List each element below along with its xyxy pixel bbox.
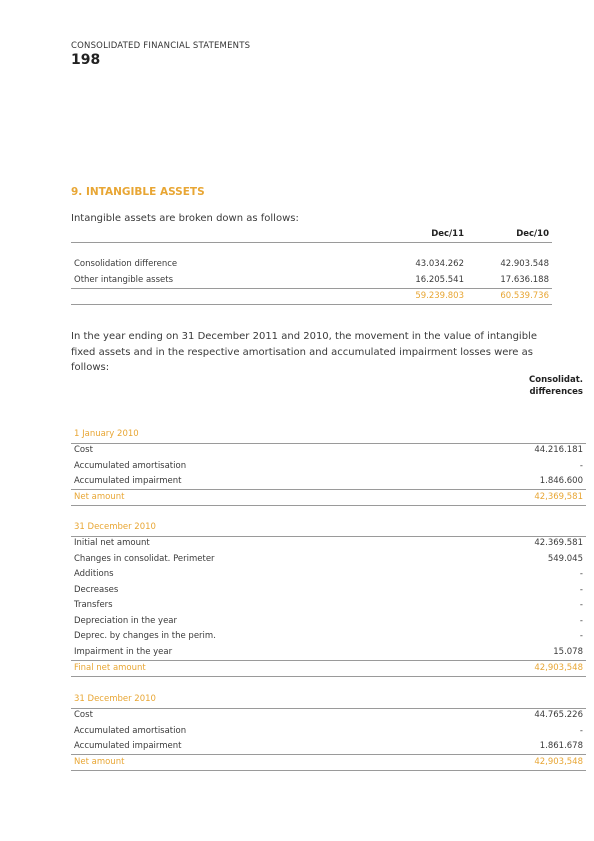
total-row — [71, 755, 586, 771]
row-value: 1.846.600 — [539, 476, 583, 486]
total-value: 42,903,548 — [534, 756, 583, 767]
column-header-line: Consolidat. — [529, 375, 583, 385]
row-label: Depreciation in the year — [74, 615, 178, 626]
group-heading — [71, 692, 586, 708]
row-value: - — [579, 569, 583, 579]
table-row — [71, 614, 586, 630]
row-label: Changes in consolidat. Perimeter — [74, 553, 215, 564]
row-value: 44.216.181 — [534, 445, 583, 455]
group-heading-label: 31 December 2010 — [74, 522, 156, 532]
group-heading-label: 1 January 2010 — [74, 429, 139, 439]
table-divider — [71, 304, 552, 305]
total-value: 42,903,548 — [534, 662, 583, 673]
column-header-dec11: Dec/11 — [431, 229, 464, 239]
total-value: 42,369,581 — [534, 491, 583, 502]
total-row — [71, 289, 552, 305]
table-divider — [71, 505, 586, 506]
row-value-dec11: 16.205.541 — [415, 275, 464, 285]
row-label: Initial net amount — [74, 538, 150, 548]
group-heading — [71, 520, 586, 536]
total-label: Net amount — [74, 756, 125, 767]
row-label: Accumulated amortisation — [74, 725, 187, 736]
total-row — [71, 661, 586, 677]
table-row — [71, 739, 586, 755]
table-row — [71, 708, 586, 724]
table-divider — [71, 770, 586, 771]
table-row — [71, 598, 586, 614]
page-number: 198 — [71, 52, 101, 68]
table-row — [71, 443, 586, 459]
total-label: Final net amount — [74, 662, 146, 673]
section-title: 9. INTANGIBLE ASSETS — [71, 186, 205, 198]
row-value: - — [579, 725, 583, 736]
row-value: 1.861.678 — [539, 741, 583, 751]
table-row — [71, 474, 586, 490]
total-value-dec10: 60.539.736 — [500, 291, 549, 301]
row-label: Accumulated impairment — [74, 741, 182, 751]
row-value: - — [579, 584, 583, 595]
total-value-dec11: 59.239.803 — [415, 291, 464, 301]
row-label: Impairment in the year — [74, 646, 173, 657]
row-value-dec10: 42.903.548 — [500, 259, 549, 269]
table-row — [71, 257, 552, 273]
row-label: Accumulated amortisation — [74, 460, 187, 471]
row-value: 549.045 — [547, 553, 583, 564]
group-heading — [71, 427, 586, 443]
row-value: - — [579, 631, 583, 641]
row-value: - — [579, 600, 583, 610]
row-value: 44.765.226 — [534, 710, 583, 720]
column-header-dec10: Dec/10 — [516, 229, 549, 239]
table-row — [71, 552, 586, 568]
section-intro: Intangible assets are broken down as follows: — [71, 213, 299, 224]
table-row — [71, 583, 586, 599]
row-value: 42.369.581 — [534, 538, 583, 548]
total-row — [71, 490, 586, 506]
table-row — [71, 724, 586, 740]
row-label: Consolidation difference — [74, 259, 178, 269]
table-row — [71, 629, 586, 645]
row-label: Accumulated impairment — [74, 476, 182, 486]
table-row — [71, 273, 552, 289]
row-label: Deprec. by changes in the perim. — [74, 631, 216, 641]
row-label: Other intangible assets — [74, 275, 174, 285]
row-value: 15.078 — [553, 646, 583, 657]
table-row — [71, 645, 586, 661]
column-header-consolidation-differences — [500, 374, 583, 398]
row-label: Transfers — [74, 600, 113, 610]
table-row — [71, 567, 586, 583]
row-label: Additions — [74, 569, 114, 579]
table-row — [71, 459, 586, 475]
table-row — [71, 536, 586, 552]
group-heading-label: 31 December 2010 — [74, 694, 156, 704]
table-divider — [71, 242, 552, 243]
column-header-line: differences — [529, 387, 583, 397]
total-label: Net amount — [74, 491, 125, 502]
row-value: - — [579, 615, 583, 626]
report-header-title: CONSOLIDATED FINANCIAL STATEMENTS — [71, 41, 251, 51]
row-label: Cost — [74, 710, 93, 720]
movement-paragraph: In the year ending on 31 December 2011 and 2010, the movement in the value of intangible fixed assets and in the respective amortisation and accumulated impairment losses were as follows: — [71, 331, 537, 373]
row-label: Decreases — [74, 584, 119, 595]
table-divider — [71, 676, 586, 677]
row-value-dec11: 43.034.262 — [415, 259, 464, 269]
row-value: - — [579, 460, 583, 471]
row-value-dec10: 17.636.188 — [500, 275, 549, 285]
row-label: Cost — [74, 445, 93, 455]
